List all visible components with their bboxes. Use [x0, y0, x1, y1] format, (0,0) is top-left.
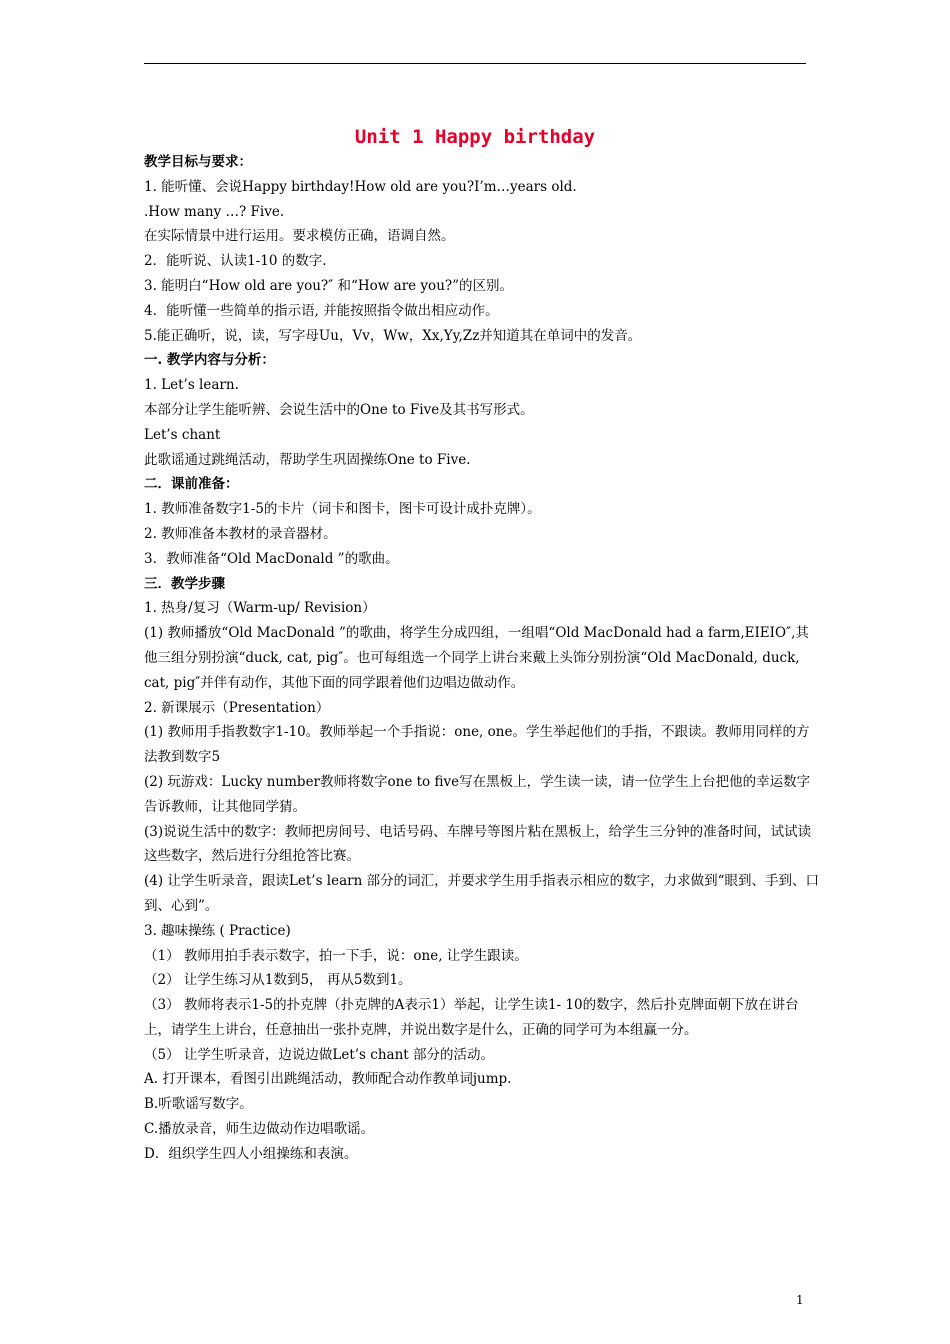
- page-number: 1: [796, 1293, 804, 1307]
- step-paragraph: C.播放录音，师生边做动作边唱歌谣。: [144, 1121, 375, 1138]
- document-title: Unit 1 Happy birthday: [354, 126, 596, 148]
- step-paragraph: A. 打开课本，看图引出跳绳活动，教师配合动作教单词jump.: [144, 1071, 512, 1088]
- step-paragraph: （5） 让学生听录音，边说边做Let’s chant 部分的活动。: [144, 1046, 494, 1063]
- section-heading-preparation: 二．课前准备：: [144, 476, 239, 493]
- step-paragraph: （3） 教师将表示1-5的扑克牌（扑克牌的A表示1）举起，让学生读1- 10的数字，然后扑克牌面朝下放在讲台上，请学生上讲台，任意抽出一张扑克牌，并说出数字是什么，正确的同学可为本组赢一分。: [144, 997, 799, 1038]
- step-paragraph: (4) 让学生听录音，跟读Let’s learn 部分的词汇，并要求学生用手指表示相应的数字，力求做到“眼到、手到、口到、心到”。: [144, 873, 819, 914]
- section-heading-content: 一. 教学内容与分析：: [144, 352, 275, 369]
- step-heading: 1. 热身/复习（Warm-up/ Revision）: [144, 600, 376, 617]
- objective-line: 2．能听说、认读1-10 的数字.: [144, 253, 327, 270]
- step-paragraph: D．组织学生四人小组操练和表演。: [144, 1145, 358, 1162]
- preparation-line: 3．教师准备“Old MacDonald ”的歌曲。: [144, 550, 399, 567]
- step-paragraph: (2) 玩游戏：Lucky number教师将数字one to five写在黑板上，学生读一读，请一位学生上台把他的幸运数字告诉教师，让其他同学猜。: [144, 773, 811, 815]
- step-heading: 2. 新课展示（Presentation）: [144, 699, 330, 716]
- preparation-line: 1. 教师准备数字1-5的卡片（词卡和图卡，图卡可设计成扑克牌）。: [144, 501, 541, 518]
- step-heading: 3. 趣味操练 ( Practice): [144, 922, 291, 939]
- step-paragraph: (3)说说生活中的数字：教师把房间号、电话号码、车牌号等图片粘在黑板上，给学生三分钟的准备时间，试试读这些数字，然后进行分组抢答比赛。: [144, 823, 812, 865]
- step-paragraph: (1) 教师播放“Old MacDonald ”的歌曲，将学生分成四组，一组唱“Old MacDonald had a farm,EIEIO″,其他三组分别扮演“duck, cat, pig″。也可每组选一个同学上讲台来戴上头饰分别扮演“Old MacDonald, duck, cat, pig″并伴有动作，其他下面的同学跟着他们边唱边做动作。: [144, 625, 809, 691]
- section-heading-steps: 三．教学步骤: [144, 575, 225, 592]
- objective-line: 1. 能听懂、会说Happy birthday!How old are you?I’m…years old.: [144, 178, 577, 195]
- step-paragraph: （2） 让学生练习从1数到5， 再从5数到1。: [144, 972, 412, 989]
- objective-line: 在实际情景中进行运用。要求模仿正确，语调自然。: [144, 228, 455, 245]
- objective-line: 4．能听懂一些简单的指示语, 并能按照指令做出相应动作。: [144, 302, 499, 319]
- header-rule: [144, 63, 806, 64]
- objective-line: 3. 能明白“How old are you?″ 和“How are you?”的区别。: [144, 277, 514, 294]
- content-line: 1. Let’s learn.: [144, 377, 239, 394]
- step-paragraph: B.听歌谣写数字。: [144, 1096, 253, 1113]
- content-line: 此歌谣通过跳绳活动，帮助学生巩固操练One to Five.: [144, 451, 471, 468]
- objective-line: .How many …? Five.: [144, 203, 285, 220]
- objective-line: 5.能正确听，说，读，写字母Uu，Vv，Ww，Xx,Yy,Zz并知道其在单词中的发音。: [144, 327, 642, 344]
- section-heading-objectives: 教学目标与要求：: [144, 154, 252, 170]
- content-line: 本部分让学生能听辨、会说生活中的One to Five及其书写形式。: [144, 401, 534, 418]
- content-line: Let’s chant: [144, 426, 221, 443]
- document-body: [144, 150, 820, 1167]
- step-paragraph: （1） 教师用拍手表示数字，拍一下手，说：one, 让学生跟读。: [144, 947, 528, 964]
- step-paragraph: (1) 教师用手指教数字1-10。教师举起一个手指说：one, one。学生举起他们的手指，不跟读。教师用同样的方法教到数字5: [144, 724, 810, 766]
- preparation-line: 2. 教师准备本教材的录音器材。: [144, 525, 337, 542]
